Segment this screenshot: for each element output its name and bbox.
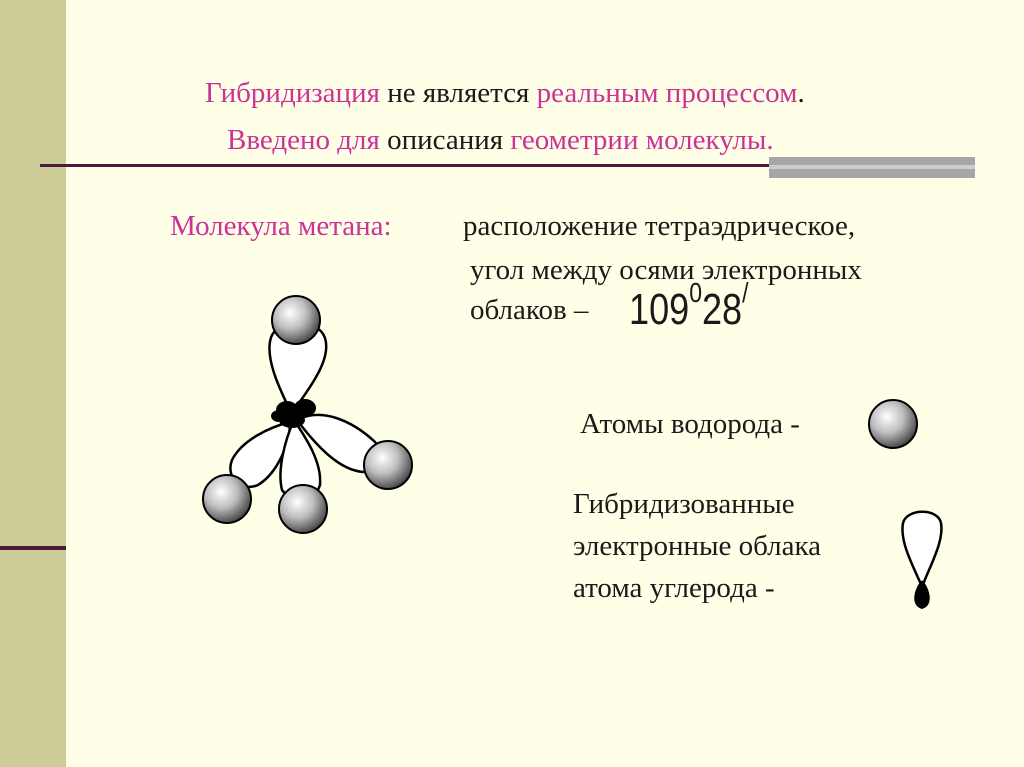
legend-hydrogen-label: Атомы водорода -	[580, 408, 800, 440]
slide-title-line-2: Введено для описания геометрии молекулы.	[227, 124, 774, 156]
bond-angle-value: $109^028^/$	[629, 277, 749, 334]
methane-description-line-2: угол между осями электронных	[470, 254, 862, 286]
hydrogen-atom-right	[364, 441, 412, 489]
legend-hybrid-label-line-1: Гибридизованные	[573, 488, 795, 520]
legend-hybrid-orbital-icon	[902, 512, 941, 609]
hydrogen-atom-left	[203, 475, 251, 523]
methane-label: Молекула метана:	[170, 210, 392, 242]
methane-description-line-1: расположение тетраэдрическое,	[463, 210, 856, 242]
methane-description-line-3: облаков –	[470, 294, 589, 326]
hydrogen-atom-front	[279, 485, 327, 533]
legend-hybrid-label-line-2: электронные облака	[573, 530, 822, 562]
hydrogen-atom-top	[272, 296, 320, 344]
legend-hybrid-label-line-3: атома углерода -	[573, 572, 775, 604]
slide-title-line-1: Гибридизация не является реальным процессом.	[205, 77, 805, 109]
legend-hydrogen-atom-icon	[869, 400, 917, 448]
